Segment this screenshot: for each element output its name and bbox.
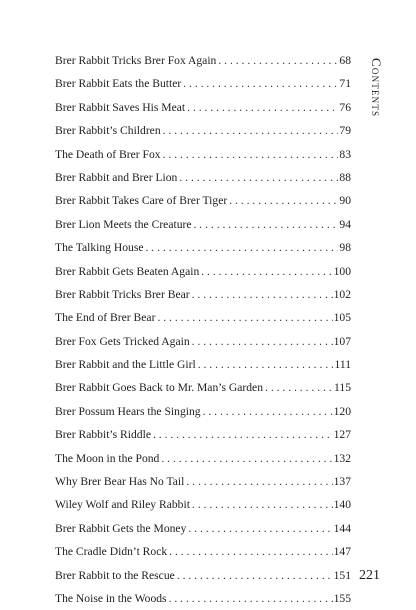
toc-entry-page: 155 xyxy=(333,591,351,605)
toc-entry-title: The Moon in the Pond xyxy=(55,451,160,465)
toc-leader-dots xyxy=(192,283,333,306)
toc-entry-page: 88 xyxy=(339,170,351,184)
toc-entry-title: The End of Brer Bear xyxy=(55,311,156,325)
toc-leader-dots xyxy=(188,517,332,540)
toc-entry[interactable] xyxy=(55,96,351,119)
toc-entry-title: Brer Possum Hears the Singing xyxy=(55,404,201,418)
toc-leader-dots xyxy=(169,587,333,610)
page-number: 221 xyxy=(359,568,380,583)
toc-entry-page: 68 xyxy=(339,54,351,67)
toc-leader-dots xyxy=(163,119,339,142)
toc-entry[interactable] xyxy=(55,260,351,283)
toc-entry[interactable] xyxy=(55,470,351,493)
toc-entry[interactable] xyxy=(55,447,351,470)
toc-entry-page: 144 xyxy=(333,521,351,535)
toc-leader-dots xyxy=(186,470,332,493)
toc-leader-dots xyxy=(183,72,338,95)
toc-entry-page: 137 xyxy=(333,475,351,489)
toc-leader-dots xyxy=(194,213,339,236)
toc-entry-page: 76 xyxy=(339,100,351,114)
toc-leader-dots xyxy=(198,353,334,376)
toc-entry-page: 115 xyxy=(334,381,351,395)
toc-entry[interactable] xyxy=(55,166,351,189)
toc-entry-page: 83 xyxy=(339,147,351,161)
toc-entry-title: Brer Rabbit Gets the Money xyxy=(55,521,187,535)
toc-entry[interactable] xyxy=(55,587,351,610)
running-head: Contents xyxy=(369,58,384,118)
toc-entry[interactable] xyxy=(55,49,351,72)
toc-entry-title: Brer Lion Meets the Creature xyxy=(55,217,192,231)
toc-entry-title: Why Brer Bear Has No Tail xyxy=(55,475,185,489)
toc-entry-page: 120 xyxy=(333,404,351,418)
toc-leader-dots xyxy=(153,423,333,446)
toc-entry-title: Brer Rabbit Takes Care of Brer Tiger xyxy=(55,194,228,208)
toc-entry-title: Wiley Wolf and Riley Rabbit xyxy=(55,498,190,512)
toc-entry[interactable] xyxy=(55,119,351,142)
toc-entry-title: The Talking House xyxy=(55,241,144,255)
toc-leader-dots xyxy=(163,143,339,166)
toc-leader-dots xyxy=(169,540,332,563)
toc-leader-dots xyxy=(201,260,332,283)
toc-entry-page: 107 xyxy=(333,334,351,348)
toc-entry-title: Brer Rabbit to the Rescue xyxy=(55,568,175,582)
toc-leader-dots xyxy=(161,447,332,470)
toc-entry-title: Brer Rabbit Goes Back to Mr. Man’s Garden xyxy=(55,381,264,395)
toc-entry-page: 140 xyxy=(333,498,351,512)
toc-leader-dots xyxy=(192,330,333,353)
toc-entry[interactable] xyxy=(55,540,351,563)
toc-entry-page: 71 xyxy=(339,77,351,91)
toc-leader-dots xyxy=(157,306,332,329)
toc-leader-dots xyxy=(177,564,333,587)
toc-entry-page: 79 xyxy=(339,124,351,138)
toc-entry-title: Brer Fox Gets Tricked Again xyxy=(55,334,190,348)
toc-entry[interactable] xyxy=(55,213,351,236)
toc-entry[interactable] xyxy=(55,330,351,353)
toc-leader-dots xyxy=(187,96,338,119)
toc-entry[interactable] xyxy=(55,306,351,329)
toc-entry-page: 151 xyxy=(333,568,351,582)
toc-entry-title: Brer Rabbit Saves His Meat xyxy=(55,100,186,114)
toc-leader-dots xyxy=(179,166,338,189)
toc-entry-title: Brer Rabbit’s Children xyxy=(55,124,161,138)
toc-leader-dots xyxy=(146,236,339,259)
toc-entry[interactable] xyxy=(55,493,351,516)
toc-entry-page: 100 xyxy=(333,264,351,278)
toc-entry-page: 147 xyxy=(333,545,351,559)
toc-entry[interactable] xyxy=(55,423,351,446)
toc-entry-title: Brer Rabbit and Brer Lion xyxy=(55,170,178,184)
toc-entry[interactable] xyxy=(55,376,351,399)
toc-entry-page: 102 xyxy=(333,287,351,301)
toc-entry-title: The Cradle Didn’t Rock xyxy=(55,545,168,559)
table-of-contents xyxy=(55,49,351,610)
toc-entry-page: 90 xyxy=(339,194,351,208)
toc-leader-dots xyxy=(229,189,338,212)
toc-entry-page: 127 xyxy=(333,428,351,442)
toc-entry-page: 94 xyxy=(339,217,351,231)
toc-leader-dots xyxy=(265,376,333,399)
toc-entry[interactable] xyxy=(55,143,351,166)
toc-entry-page: 98 xyxy=(339,241,351,255)
toc-entry-title: Brer Rabbit Eats the Butter xyxy=(55,77,182,91)
toc-entry[interactable] xyxy=(55,283,351,306)
toc-entry[interactable] xyxy=(55,517,351,540)
toc-entry-title: The Noise in the Woods xyxy=(55,591,167,605)
toc-entry-title: Brer Rabbit and the Little Girl xyxy=(55,358,196,372)
toc-leader-dots xyxy=(218,49,338,72)
toc-entry-page: 111 xyxy=(334,358,351,372)
toc-entry[interactable] xyxy=(55,189,351,212)
toc-entry-page: 132 xyxy=(333,451,351,465)
toc-leader-dots xyxy=(192,493,333,516)
toc-entry-title: Brer Rabbit Tricks Brer Fox Again xyxy=(55,54,217,67)
toc-entry[interactable] xyxy=(55,72,351,95)
toc-leader-dots xyxy=(203,400,333,423)
toc-entry-title: Brer Rabbit Tricks Brer Bear xyxy=(55,287,190,301)
toc-entry[interactable] xyxy=(55,353,351,376)
toc-entry-title: The Death of Brer Fox xyxy=(55,147,161,161)
toc-entry[interactable] xyxy=(55,236,351,259)
toc-entry-title: Brer Rabbit’s Riddle xyxy=(55,428,151,442)
toc-entry-page: 105 xyxy=(333,311,351,325)
toc-entry-title: Brer Rabbit Gets Beaten Again xyxy=(55,264,200,278)
toc-entry[interactable] xyxy=(55,400,351,423)
toc-entry[interactable] xyxy=(55,564,351,587)
